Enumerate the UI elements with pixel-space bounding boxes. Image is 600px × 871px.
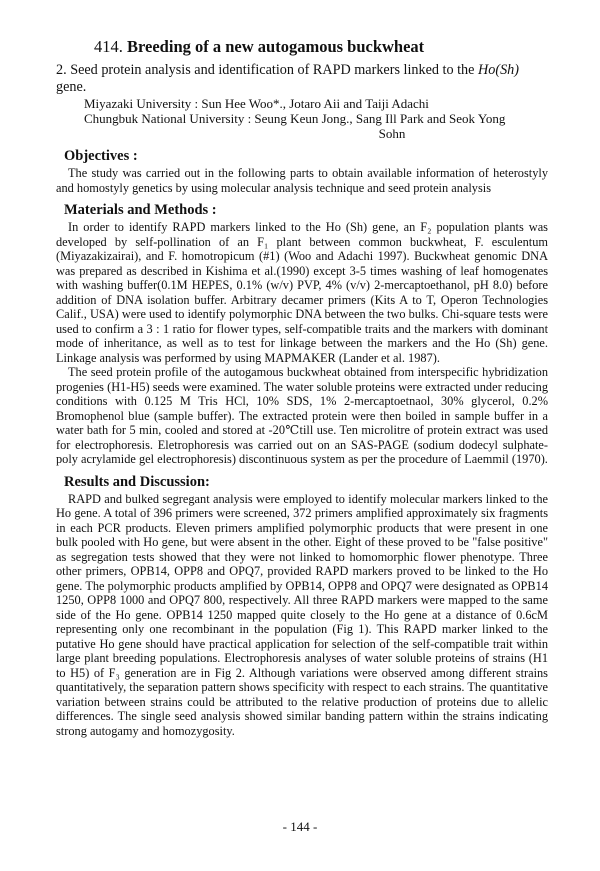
affiliation-line-2: Chungbuk National University : Seung Keun Jong., Sang Ill Park and Seok Yong (84, 111, 506, 126)
subtitle-part1: 2. Seed protein analysis and identification of RAPD markers linked to the (56, 62, 478, 78)
abstract-number: 414. (94, 37, 123, 56)
affiliations (84, 96, 548, 141)
paper-subtitle (56, 62, 548, 96)
affiliation-line-1: Miyazaki University : Sun Hee Woo*., Jotaro Aii and Taiji Adachi (84, 96, 429, 111)
objectives-text: The study was carried out in the following parts to obtain available information of heterostyly and homostyly genetics by using molecular analysis technique and seed protein analysis (56, 166, 548, 195)
title-text: Breeding of a new autogamous buckwheat (127, 37, 425, 56)
methods-paragraph-2: The seed protein profile of the autogamous buckwheat obtained from interspecific hybridization progenies (H1-H5) seeds were examined. The water soluble proteins were extracted under reducing conditions with 0.125 M Tris HCl, 10% SDS, 1% 2-mercaptoetnaol, 30% glycerol, 0.2% Bromophenol blue (sample buffer). The extracted protein were then boiled in sample buffer in a water bath for 5 min, cooled and stored at -20℃till use. Ten microlitre of protein extract was used for electrophoresis. Eletrophoresis was carried out on an SAS-PAGE (sodium dodecyl sulphate-poly acrylamide gel electrophoresis) discontinuous system as per the procedure of Laemmil (1970). (56, 365, 548, 466)
methods-heading: Materials and Methods : (64, 202, 217, 218)
paper-title (94, 36, 548, 58)
page-number: - 144 - (282, 819, 318, 834)
results-paragraph: RAPD and bulked segregant analysis were employed to identify molecular markers linked to the Ho gene. A total of 396 primers were screened, 372 primers amplified approximately six fragments in each PCR products. Eleven primers amplified polymorphic products that were present in one bulk pooled with Ho gene, but were absent in the other. Eight of these proved to be "false positive" as segregation tests showed that they were not linked to homomorphic flower phenotype. Three other primers, OPB14, OPP8 and OPQ7, provided RAPD markers proved to be linked to the Ho gene. The polymorphic products amplified by OPB14, OPP8 and OPQ7 were designated as OPB14 1250, OPP8 1000 and OPQ7 800, respectively. All three RAPD markers were mapped to the same side of the Ho gene. OPB14 1250 mapped quite closely to the Ho gene at a distance of 0.6cM representing only one recombinant in the population (Fig 1). This RAPD marker linked to the putative Ho gene should have practical application for selection of the self-compatible trait within large plant breeding populations. Electrophoresis analyses of water soluble proteins of strains (H1 to H5) of F₃ generation are in Fig 2. Although variations were observed among different strains quantitatively, the separation pattern shows specificity with respect to each strains. The quantitative variation between strains could be attributed to the relative production of proteins due to allelic differences. The single seed analysis showed similar banding pattern within the strains indicating strong autogamy and homozygosity. (56, 491, 548, 738)
paper-page (56, 36, 548, 738)
methods-paragraph-1: In order to identify RAPD markers linked to the Ho (Sh) gene, an F₂ population plants was developed by self-pollination of an F₁ plant between common buckwheat, F. esculentum (Miyazakizairai), and F. homotropicum (#1) (Woo and Adachi 1997). Buckwheat genomic DNA was prepared as described in Kishima et al.(1990) except 3-5 times washing of leaf homogenates with washing buffer(0.1M HEPES, 0.1% (w/v) PVP, 4% (v/v) 2-mercaptoethanol, pH 8.0) before addition of DNA isolation buffer. Arbitrary decamer primers (Kits A to T, Operon Technologies Calif., USA) were used to identify polymorphic DNA between the two bulks. Chi-square tests were used to confirm a 3 : 1 ratio for flower types, self-compatible traits and the markers with dominant mode of inheritance, as well as to test for linkage between the markers and the Ho (Sh) gene. Linkage analysis was performed by using MAPMAKER (Lander et al. 1987). (56, 220, 548, 365)
subtitle-part2: gene. (56, 79, 87, 95)
affiliation-line-2-cont: Sohn (378, 126, 406, 141)
objectives-heading: Objectives : (64, 148, 138, 164)
results-heading: Results and Discussion: (64, 473, 210, 490)
subtitle-gene: Ho(Sh) (478, 62, 519, 78)
